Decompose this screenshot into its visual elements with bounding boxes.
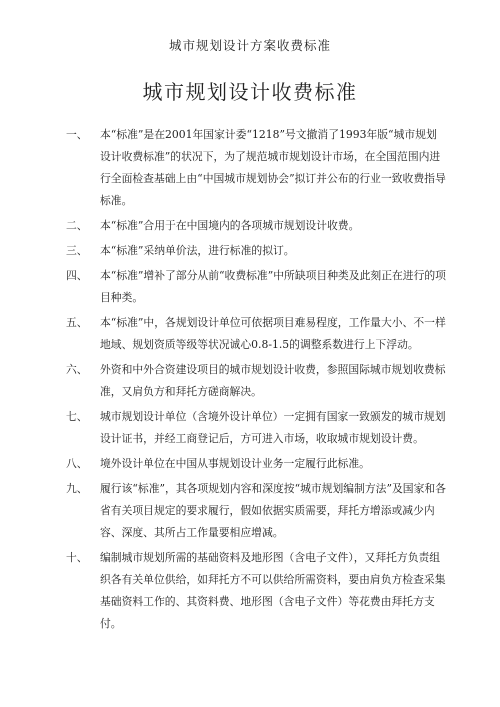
clause-8 — [66, 453, 446, 475]
clause-number: 八、 — [66, 457, 88, 470]
clause-3 — [66, 240, 446, 262]
clause-text: 本“标准”是在2001年国家计委“1218”号文撤消了1993年版“城市规划设计收费标准”的状况下，为了规范城市规划设计市场，在全国范围内进行全面检查基础上由“中国城市规划协会”拟订并公布的行业一致收费指导标准。 — [100, 128, 446, 207]
clause-list — [66, 124, 446, 638]
clause-9 — [66, 478, 446, 544]
clause-text: 外资和中外合资建设项目的城市规划设计收费，参照国际城市规划收费标准，又肩负方和拜托方磋商解决。 — [100, 363, 446, 398]
document-title: 城市规划设计收费标准 — [142, 80, 358, 104]
clause-10 — [66, 547, 446, 635]
clause-text: 本“标准”合用于在中国境内的各项城市规划设计收费。 — [100, 219, 360, 232]
clause-number: 五、 — [66, 316, 88, 329]
clause-number: 四、 — [66, 269, 88, 282]
clause-4 — [66, 265, 446, 309]
clause-number: 二、 — [66, 219, 88, 232]
clause-text: 本“标准”中，各规划设计单位可依据项目难易程度，工作量大小、不一样地域、规划资质等级等状况诚心0.8-1.5的调整系数进行上下浮动。 — [100, 316, 446, 351]
clause-5 — [66, 312, 446, 356]
clause-text: 履行该“标准”，其各项规划内容和深度按“城市规划编制方法”及国家和各省有关项目规定的要求履行，假如依据实质需要，拜托方增添或减少内容、深度、其所占工作量要相应增减。 — [100, 482, 446, 539]
clause-text: 编制城市规划所需的基础资料及地形图（含电子文件），又拜托方负责组织各有关单位供给，如拜托方不可以供给所需资料，要由肩负方检查采集基础资料工作的、其资料费、地形图（含电子文件）等花费由拜托方支付。 — [100, 551, 446, 630]
clause-2 — [66, 215, 446, 237]
clause-number: 一、 — [66, 128, 88, 141]
clause-text: 境外设计单位在中国从事规划设计业务一定履行此标准。 — [100, 457, 370, 470]
clause-text: 本“标准”采纳单价法，进行标准的拟订。 — [100, 244, 295, 257]
clause-number: 六、 — [66, 363, 88, 376]
clause-number: 九、 — [66, 482, 88, 495]
clause-text: 本“标准”增补了部分从前“收费标准”中所缺项目种类及此刻正在进行的项目种类。 — [100, 269, 446, 304]
clause-1 — [66, 124, 446, 212]
clause-6 — [66, 359, 446, 403]
running-header: 城市规划设计方案收费标准 — [168, 38, 331, 53]
clause-number: 七、 — [66, 410, 88, 423]
clause-text: 城市规划设计单位（含境外设计单位）一定拥有国家一致颁发的城市规划设计证书，并经工商登记后，方可进入市场，收取城市规划设计费。 — [100, 410, 446, 445]
clause-number: 三、 — [66, 244, 88, 257]
clause-7 — [66, 406, 446, 450]
clause-number: 十、 — [66, 551, 88, 564]
